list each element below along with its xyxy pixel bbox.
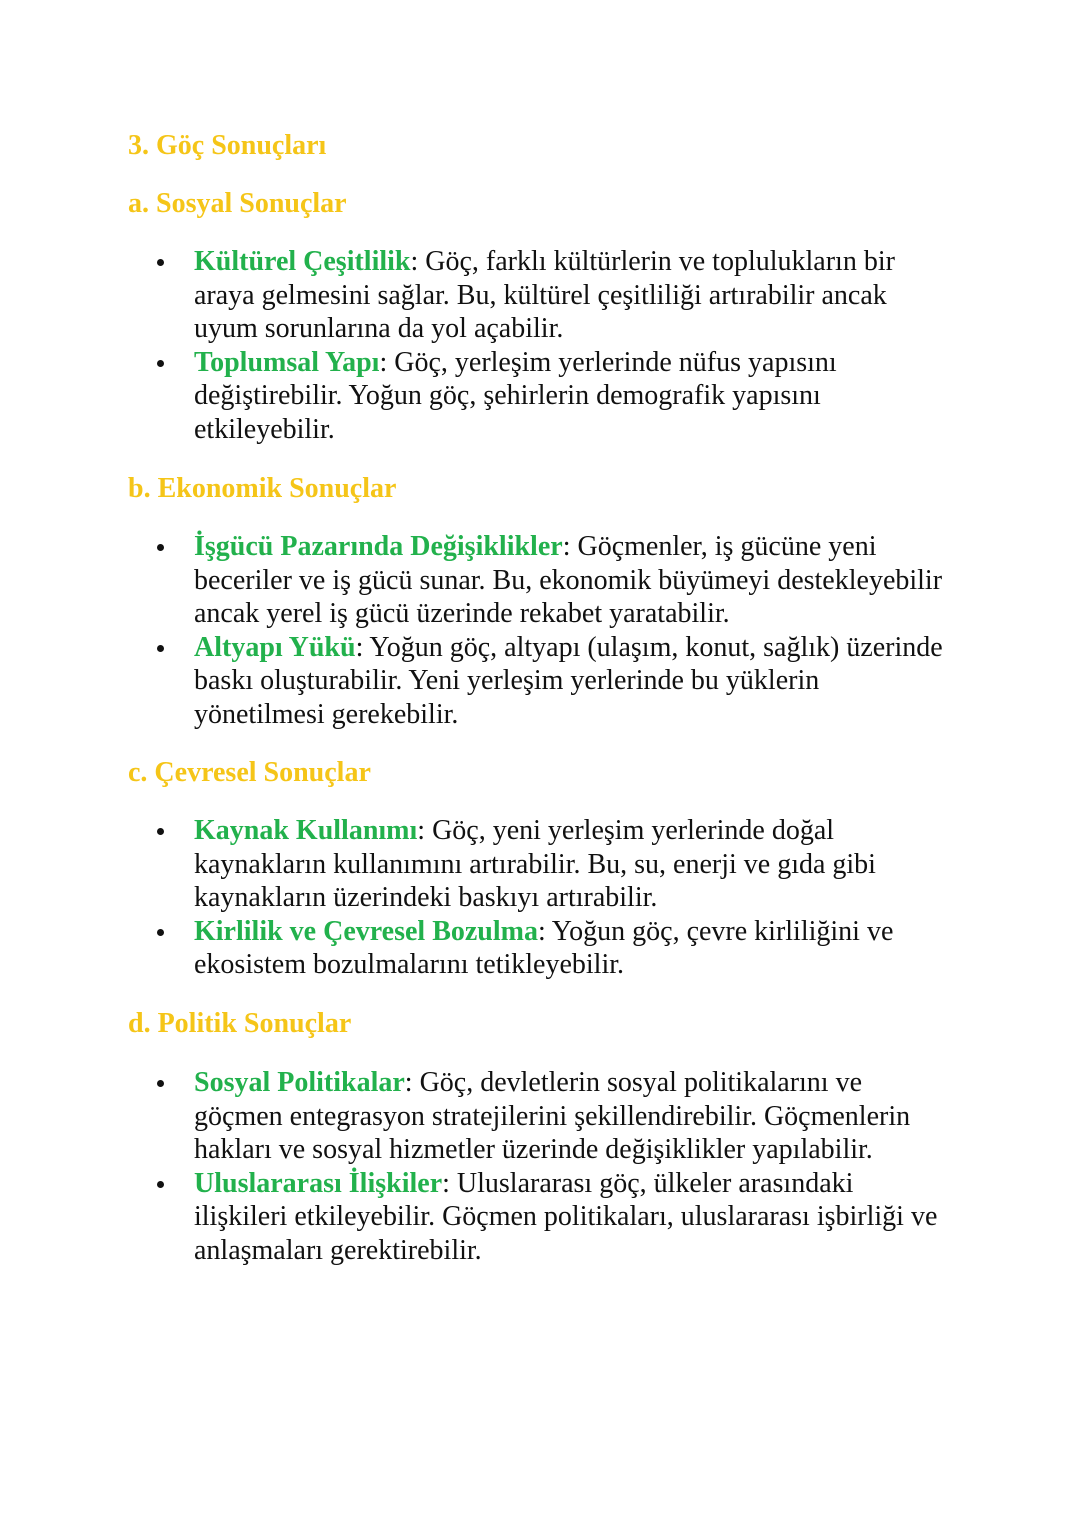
bullet-icon xyxy=(157,1181,164,1188)
item-term: Sosyal Politikalar xyxy=(194,1067,405,1098)
list-item xyxy=(150,1167,950,1268)
bullet-list-environmental xyxy=(150,814,950,982)
item-term: Toplumsal Yapı xyxy=(194,346,380,378)
item-text: : Yoğun göç, altyapı (ulaşım, konut, sağlık) üzerinde baskı oluşturabilir. Yeni yerleşim yerlerinde bu yüklerin yönetilmesi gerekebilir. xyxy=(194,631,943,730)
list-item xyxy=(150,245,950,346)
bullet-icon xyxy=(157,1080,164,1087)
item-term: Kirlilik ve Çevresel Bozulma xyxy=(194,915,538,947)
bullet-icon xyxy=(157,929,164,936)
item-text: : Uluslararası göç, ülkeler arasındaki ilişkileri etkileyebilir. Göçmen politikaları, uluslararası işbirliği ve anlaşmaları gerektirebilir. xyxy=(194,1167,938,1266)
item-text: : Göç, farklı kültürlerin ve toplulukların bir araya gelmesini sağlar. Bu, kültürel çeşitliliği artırabilir ancak uyum sorunlarına da yol açabilir. xyxy=(194,246,895,344)
item-text: : Göç, devletlerin sosyal politikalarını ve göçmen entegrasyon stratejilerini şekillendirebilir. Göçmenlerin hakları ve sosyal hizmetler üzerinde değişiklikler yapılabilir. xyxy=(194,1067,911,1165)
section-heading-economic: b. Ekonomik Sonuçlar xyxy=(128,473,397,504)
list-item xyxy=(150,530,950,631)
bullet-list-social xyxy=(150,245,950,446)
page-title: 3. Göç Sonuçları xyxy=(128,130,327,161)
bullet-list-political xyxy=(150,1066,950,1267)
item-term: Uluslararası İlişkiler xyxy=(194,1167,443,1199)
item-text: : Göç, yerleşim yerlerinde nüfus yapısını değiştirebilir. Yoğun göç, şehirlerin demografik yapısını etkileyebilir. xyxy=(194,346,837,445)
bullet-list-economic xyxy=(150,530,950,731)
bullet-icon xyxy=(157,645,164,652)
item-term: Kültürel Çeşitlilik xyxy=(194,246,411,277)
item-text: : Göç, yeni yerleşim yerlerinde doğal kaynakların kullanımını artırabilir. Bu, su, enerji ve gıda gibi kaynakların üzerindeki baskıyı artırabilir. xyxy=(194,815,876,913)
item-text: : Göçmenler, iş gücüne yeni beceriler ve iş gücü sunar. Bu, ekonomik büyümeyi destekleyebilir ancak yerel iş gücü üzerinde rekabet yaratabilir. xyxy=(194,531,943,629)
section-heading-environmental: c. Çevresel Sonuçlar xyxy=(128,757,371,788)
section-heading-social: a. Sosyal Sonuçlar xyxy=(128,188,347,219)
list-item xyxy=(150,346,950,447)
bullet-icon xyxy=(157,544,164,551)
list-item xyxy=(150,814,950,915)
section-heading-political: d. Politik Sonuçlar xyxy=(128,1008,352,1039)
item-term: Altyapı Yükü xyxy=(194,631,356,663)
bullet-icon xyxy=(157,259,164,266)
list-item xyxy=(150,1066,950,1167)
item-term: Kaynak Kullanımı xyxy=(194,815,418,846)
item-term: İşgücü Pazarında Değişiklikler xyxy=(194,531,563,562)
bullet-icon xyxy=(157,828,164,835)
list-item xyxy=(150,631,950,732)
list-item xyxy=(150,915,950,982)
item-text: : Yoğun göç, çevre kirliliğini ve ekosistem bozulmalarını tetikleyebilir. xyxy=(194,915,894,980)
bullet-icon xyxy=(157,360,164,367)
